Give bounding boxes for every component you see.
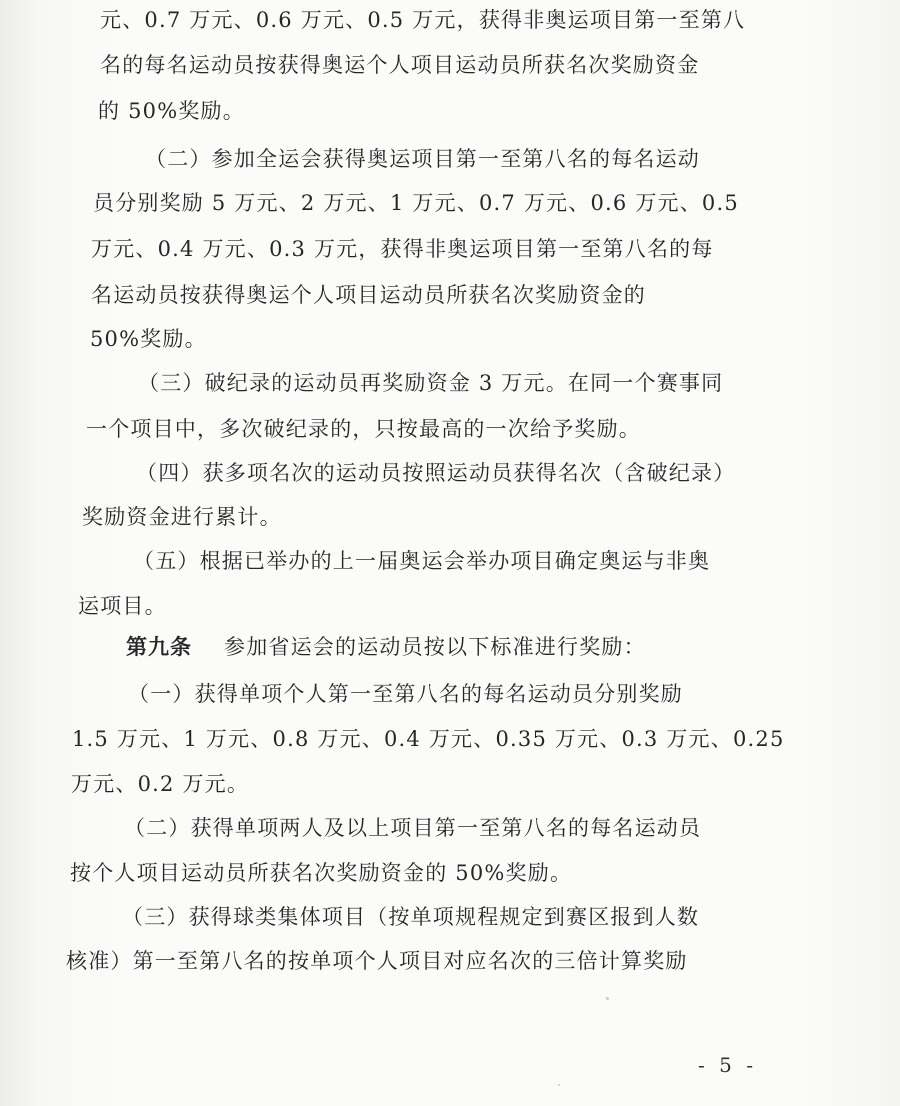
- article-heading: 第九条: [126, 634, 192, 659]
- text-line-4: （二）参加全运会获得奥运项目第一至第八名的每名运动: [145, 147, 700, 171]
- text-line-17: 1.5 万元、1 万元、0.8 万元、0.4 万元、0.35 万元、0.3 万元、0.25: [72, 727, 785, 751]
- text-line-6: 万元、0.4 万元、0.3 万元，获得非奥运项目第一至第八名的每: [91, 237, 714, 261]
- text-line-13: （五）根据已举办的上一届奥运会举办项目确定奥运与非奥: [133, 549, 711, 573]
- text-line-11: （四）获多项名次的运动员按照运动员获得名次（含破纪录）: [136, 461, 736, 485]
- text-line-9: （三）破纪录的运动员再奖励资金 3 万元。在同一个赛事同: [138, 371, 724, 395]
- text-line-21: （三）获得球类集体项目（按单项规程规定到赛区报到人数: [122, 905, 700, 929]
- text-line-14: 运项目。: [78, 594, 167, 618]
- text-line-19: （二）获得单项两人及以上项目第一至第八名的每名运动员: [124, 816, 702, 840]
- scan-speck: [558, 1084, 560, 1086]
- text-line-15: 参加省运会的运动员按以下标准进行奖励：: [224, 635, 646, 659]
- page-number: - 5 -: [698, 1053, 757, 1077]
- text-line-5: 员分别奖励 5 万元、2 万元、1 万元、0.7 万元、0.6 万元、0.5: [93, 191, 739, 215]
- scan-speck: [606, 997, 609, 1000]
- text-line-7: 名运动员按获得奥运个人项目运动员所获名次奖励资金的: [91, 283, 646, 307]
- text-line-1: 元、0.7 万元、0.6 万元、0.5 万元，获得非奥运项目第一至第八: [100, 8, 746, 32]
- text-line-16: （一）获得单项个人第一至第八名的每名运动员分别奖励: [128, 682, 683, 706]
- text-line-2: 名的每名运动员按获得奥运个人项目运动员所获名次奖励资金: [100, 53, 700, 77]
- text-line-12: 奖励资金进行累计。: [82, 505, 282, 529]
- text-line-8: 50%奖励。: [90, 327, 207, 351]
- text-line-18: 万元、0.2 万元。: [71, 772, 250, 796]
- text-line-10: 一个项目中，多次破纪录的，只按最高的一次给予奖励。: [86, 417, 641, 441]
- text-line-20: 按个人项目运动员所获名次奖励资金的 50%奖励。: [70, 861, 573, 885]
- text-line-3: 的 50%奖励。: [98, 99, 245, 123]
- text-line-22: 核准）第一至第八名的按单项个人项目对应名次的三倍计算奖励: [66, 949, 688, 973]
